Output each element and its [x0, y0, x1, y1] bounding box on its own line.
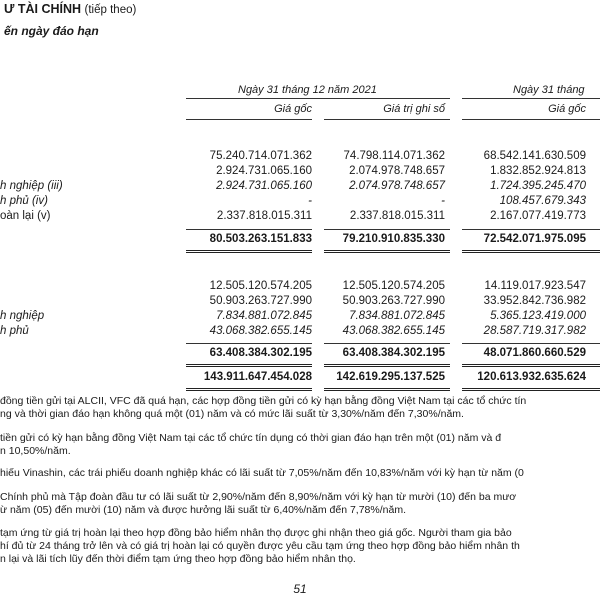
footnote-line: tiền gửi có kỳ hạn bằng đồng Việt Nam tại các tổ chức tín dụng có thời gian đáo hạn trên một (01) năm và đ [0, 432, 502, 444]
table-cell: 50.903.263.727.990 [209, 295, 312, 307]
column-header-book-value-2021: Giá trị ghi sổ [383, 103, 445, 115]
grand-total-double-rule [324, 388, 450, 391]
table-cell: 43.068.382.655.145 [209, 325, 312, 337]
footnote-line: đồng tiền gửi tại ALCII, VFC đã quá hạn, các hợp đồng tiền gửi có kỳ hạn bằng đồng Việt Nam tại các tổ chức tín [0, 395, 527, 407]
subtotal-cell: 72.542.071.975.095 [483, 233, 586, 245]
column-header-cost-2021: Giá gốc [274, 103, 312, 115]
grand-total-cell: 142.619.295.137.525 [336, 371, 445, 383]
date-underline-2021 [186, 98, 450, 99]
subtotal-double-rule [324, 250, 450, 253]
table-cell: 2.337.818.015.311 [216, 210, 312, 222]
page-number: 51 [293, 582, 307, 596]
subtotal-double-rule [462, 250, 600, 253]
table-cell: 12.505.120.574.205 [209, 280, 312, 292]
table-cell: 28.587.719.317.982 [483, 325, 586, 337]
subtotal-cell: 80.503.263.151.833 [209, 233, 312, 245]
col-underline-3 [462, 119, 600, 120]
subtotal-rule [186, 229, 312, 230]
col-underline-2 [324, 119, 450, 120]
table-cell: 7.834.881.072.845 [349, 310, 445, 322]
subtotal-cell: 63.408.384.302.195 [342, 347, 445, 359]
footnote-line: hiếu Vinashin, các trái phiếu doanh nghiệp khác có lãi suất từ 7,05%/năm đến 10,83%/năm với kỳ hạn từ năm (0 [0, 467, 524, 479]
table-row-label: h nghiệp (iii) [0, 180, 63, 192]
subtotal-rule [324, 229, 450, 230]
table-cell: 2.337.818.015.311 [349, 210, 445, 222]
section-title-suffix: (tiếp theo) [84, 4, 137, 16]
table-cell: - [441, 195, 445, 207]
subtotal-cell: 48.071.860.660.529 [483, 347, 586, 359]
footnote-line: ừ năm (05) đến mười (10) năm và được hưởng lãi suất từ 6,40%/năm đến 7,78%/năm. [0, 504, 406, 516]
date-header-2020: Ngày 31 tháng [513, 84, 585, 96]
table-cell: 5.365.123.419.000 [490, 310, 586, 322]
table-cell: 68.542.141.630.509 [483, 150, 586, 162]
subtotal-double-rule [324, 364, 450, 367]
table-row-label: oàn lại (v) [0, 210, 51, 222]
subtotal-cell: 79.210.910.835.330 [342, 233, 445, 245]
date-underline-2020 [462, 98, 600, 99]
footnote-line: ng và thời gian đáo hạn không quá một (01) năm và có mức lãi suất từ 3,30%/năm đến 7,30%/năm. [0, 408, 464, 420]
footnote-line: hí đủ từ 24 tháng trở lên và có giá trị hoàn lại có quyền được yêu cầu tạm ứng theo hợp đồng bảo hiểm nhân th [0, 540, 520, 552]
table-cell: 2.924.731.065.160 [216, 165, 312, 177]
subtotal-rule [324, 343, 450, 344]
footnote-line: n 10,50%/năm. [0, 445, 71, 457]
table-cell: 2.924.731.065.160 [216, 180, 312, 192]
footnote-line: n lại và lãi tích lũy đến thời điểm tạm ứng theo hợp đồng bảo hiểm nhân thọ. [0, 553, 356, 565]
subtotal-double-rule [186, 250, 312, 253]
table-cell: 74.798.114.071.362 [343, 150, 445, 162]
section-title [4, 2, 136, 16]
subtotal-cell: 63.408.384.302.195 [209, 347, 312, 359]
date-header-2021: Ngày 31 tháng 12 năm 2021 [238, 84, 377, 96]
section-title-text: Ư TÀI CHÍNH [4, 2, 82, 16]
subtotal-rule [462, 343, 600, 344]
table-cell: 2.074.978.748.657 [349, 180, 445, 192]
grand-total-cell: 120.613.932.635.624 [477, 371, 586, 383]
table-cell: 2.074.978.748.657 [349, 165, 445, 177]
subtotal-rule [462, 229, 600, 230]
table-cell: 12.505.120.574.205 [342, 280, 445, 292]
table-cell: 2.167.077.419.773 [490, 210, 586, 222]
table-cell: 33.952.842.736.982 [483, 295, 586, 307]
footnote-line: tạm ứng từ giá trị hoàn lại theo hợp đồng bảo hiểm nhân thọ được ghi nhận theo giá gốc. Người tham gia bảo [0, 527, 512, 539]
table-cell: 50.903.263.727.990 [342, 295, 445, 307]
table-cell: 108.457.679.343 [499, 195, 586, 207]
grand-total-double-rule [462, 388, 600, 391]
footnote-line: Chính phủ mà Tập đoàn đầu tư có lãi suất từ 2,90%/năm đến 8,90%/năm với kỳ hạn từ mười (10) đến ba mươ [0, 491, 517, 503]
subtotal-rule [186, 343, 312, 344]
grand-total-cell: 143.911.647.454.028 [203, 371, 312, 383]
subtotal-double-rule [462, 364, 600, 367]
subtotal-double-rule [186, 364, 312, 367]
table-row-label: h nghiệp [0, 310, 45, 322]
table-cell: 7.834.881.072.845 [216, 310, 312, 322]
col-underline-1 [186, 119, 312, 120]
section-subtitle: ến ngày đáo hạn [4, 24, 99, 38]
table-row-label: h phủ (iv) [0, 195, 48, 207]
table-cell: 75.240.714.071.362 [209, 150, 312, 162]
table-cell: 14.119.017.923.547 [484, 280, 586, 292]
table-cell: 43.068.382.655.145 [342, 325, 445, 337]
table-cell: 1.724.395.245.470 [490, 180, 586, 192]
table-cell: 1.832.852.924.813 [490, 165, 586, 177]
grand-total-double-rule [186, 388, 312, 391]
table-cell: - [308, 195, 312, 207]
column-header-cost-2020: Giá gốc [548, 103, 586, 115]
table-row-label: h phủ [0, 325, 29, 337]
